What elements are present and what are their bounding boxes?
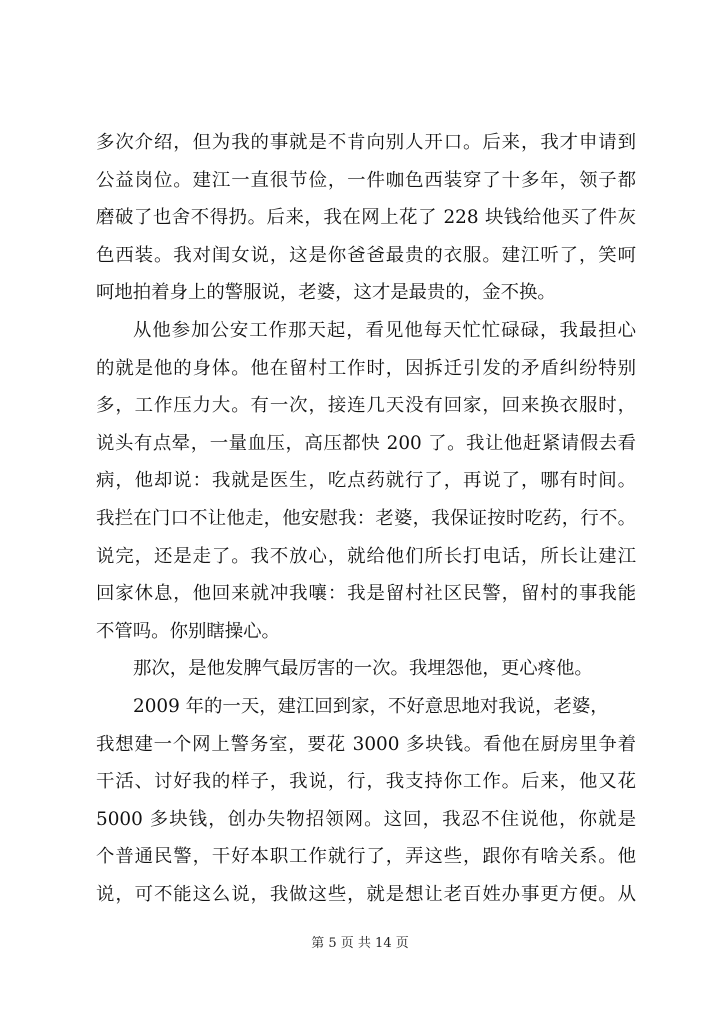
text-line: 从他参加公安工作那天起，看见他每天忙忙碌碌，我最担心	[133, 319, 636, 341]
text-line: 我想建一个网上警务室，要花 3000 多块钱。看他在厨房里争着	[96, 733, 636, 755]
text-line: 公益岗位。建江一直很节俭，一件咖色西装穿了十多年，领子都	[96, 169, 636, 191]
text-line: 个普通民警，干好本职工作就行了，弄这些，跟你有啥关系。他	[96, 846, 636, 868]
text-line: 2009 年的一天，建江回到家，不好意思地对我说，老婆，	[133, 695, 609, 717]
text-line: 多，工作压力大。有一次，接连几天没有回家，回来换衣服时，	[96, 395, 636, 417]
text-line: 干活、讨好我的样子，我说，行，我支持你工作。后来，他又花	[96, 771, 636, 793]
text-line: 病，他却说：我就是医生，吃点药就行了，再说了，哪有时间。	[96, 470, 636, 492]
text-line: 多次介绍，但为我的事就是不肯向别人开口。后来，我才申请到	[96, 132, 636, 153]
text-line: 那次，是他发脾气最厉害的一次。我埋怨他，更心疼他。	[133, 658, 593, 680]
text-line: 说完，还是走了。我不放心，就给他们所长打电话，所长让建江	[96, 545, 636, 567]
page-number-footer: 第 5 页 共 14 页	[311, 936, 409, 951]
text-line: 不管吗。你别瞎操心。	[96, 620, 280, 642]
body-text	[96, 124, 636, 913]
text-line: 5000 多块钱，创办失物招领网。这回，我忍不住说他，你就是	[96, 808, 636, 830]
text-line: 说，可不能这么说，我做这些，就是想让老百姓办事更方便。从	[96, 883, 636, 905]
text-line: 呵地拍着身上的警服说，老婆，这才是最贵的，金不换。	[96, 282, 556, 304]
text-line: 的就是他的身体。他在留村工作时，因拆迁引发的矛盾纠纷特别	[96, 357, 636, 379]
text-line: 磨破了也舍不得扔。后来，我在网上花了 228 块钱给他买了件灰	[96, 207, 636, 229]
text-line: 色西装。我对闺女说，这是你爸爸最贵的衣服。建江听了，笑呵	[96, 244, 636, 266]
text-line: 说头有点晕，一量血压，高压都快 200 了。我让他赶紧请假去看	[96, 432, 636, 454]
text-line: 回家休息，他回来就冲我嚷：我是留村社区民警，留村的事我能	[96, 583, 636, 605]
text-line: 我拦在门口不让他走，他安慰我：老婆，我保证按时吃药，行不。	[96, 507, 636, 529]
